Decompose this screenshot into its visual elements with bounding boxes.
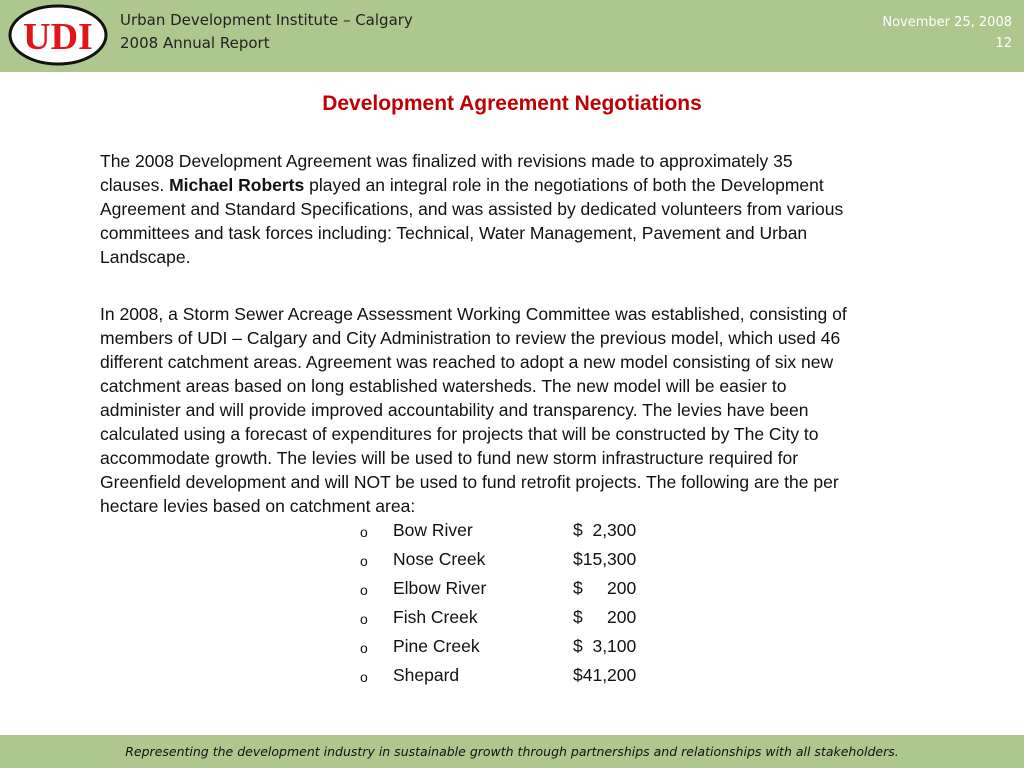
footer-tagline: Representing the development industry in sustainable growth through partnerships and relationships with all stakeholders. (0, 735, 1024, 768)
circle-bullet-icon: o (360, 582, 368, 598)
text-line: Greenfield development and will NOT be used to fund retrofit projects. The following are the per (100, 472, 839, 492)
report-date: November 25, 2008 (882, 15, 1012, 30)
text-line: calculated using a forecast of expenditures for projects that will be constructed by The City to (100, 424, 819, 444)
circle-bullet-icon: o (360, 524, 368, 540)
text-line: committees and task forces including: Technical, Water Management, Pavement and Urban (100, 223, 808, 243)
page-title: Development Agreement Negotiations (322, 92, 702, 115)
catchment-name: Elbow River (393, 578, 487, 598)
catchment-name: Pine Creek (393, 636, 480, 656)
org-name: Urban Development Institute – Calgary (120, 11, 413, 29)
svg-text:UDI: UDI (23, 16, 93, 58)
paragraph-2 (100, 302, 847, 518)
header-band (0, 0, 1024, 72)
text-line: accommodate growth. The levies will be used to fund new storm infrastructure required for (100, 448, 799, 468)
levy-amount: $ 2,300 (573, 520, 637, 540)
catchment-name: Fish Creek (393, 607, 478, 627)
text-line: different catchment areas. Agreement was reached to adopt a new model consisting of six new (100, 352, 834, 372)
levy-amount: $ 200 (573, 607, 637, 627)
text-line: Agreement and Standard Specifications, and was assisted by dedicated volunteers from various (100, 199, 844, 219)
catchment-name: Nose Creek (393, 549, 486, 569)
levy-amount: $15,300 (573, 549, 637, 569)
circle-bullet-icon: o (360, 611, 368, 627)
circle-bullet-icon: o (360, 553, 368, 569)
paragraph-1 (100, 149, 843, 269)
catchment-name: Bow River (393, 520, 473, 540)
catchment-name: Shepard (393, 665, 460, 685)
person-name: Michael Roberts (169, 175, 305, 195)
text-line: Landscape. (100, 247, 191, 267)
text-line: In 2008, a Storm Sewer Acreage Assessment Working Committee was established, consisting of (100, 304, 847, 324)
text-line: The 2008 Development Agreement was finalized with revisions made to approximately 35 (100, 151, 793, 171)
text-line: administer and will provide improved accountability and transparency. The levies have been (100, 400, 809, 420)
circle-bullet-icon: o (360, 669, 368, 685)
text-span: played an integral role in the negotiations of both the Development (304, 175, 824, 195)
header-titles (120, 9, 413, 55)
levy-amount: $ 200 (573, 578, 637, 598)
text-line (100, 173, 843, 197)
text-span: clauses. (100, 175, 170, 195)
levy-amount: $ 3,100 (573, 636, 637, 656)
text-line: hectare levies based on catchment area: (100, 496, 416, 516)
report-name: 2008 Annual Report (120, 34, 270, 52)
text-line: catchment areas based on long established watersheds. The new model will be easier to (100, 376, 787, 396)
levy-amount: $41,200 (573, 665, 637, 685)
header-meta (882, 12, 1012, 54)
udi-logo (8, 4, 108, 66)
circle-bullet-icon: o (360, 640, 368, 656)
text-line: members of UDI – Calgary and City Administration to review the previous model, which used 46 (100, 328, 841, 348)
page-number: 12 (995, 36, 1012, 51)
